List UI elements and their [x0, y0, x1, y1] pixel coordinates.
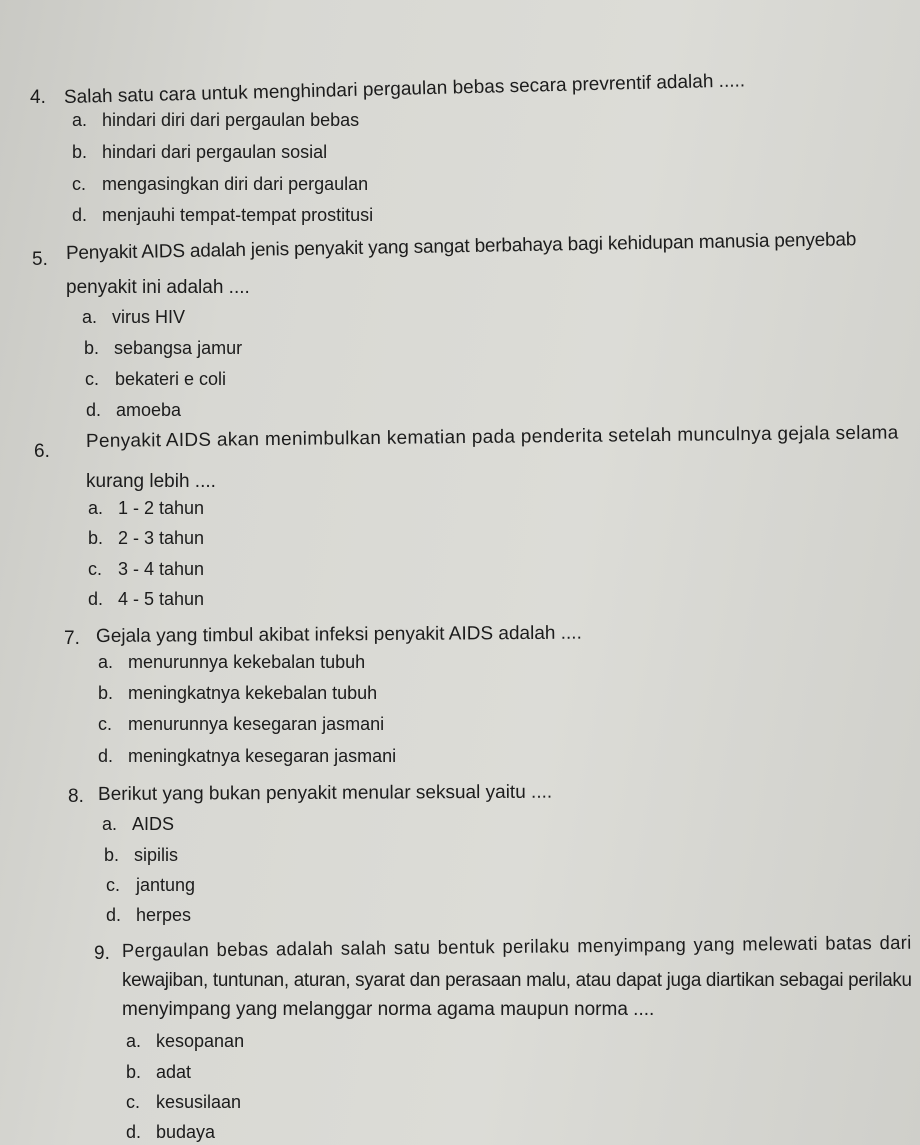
option-letter: d. [88, 589, 104, 609]
question-text: Berikut yang bukan penyakit menular seksual yaitu .... [97, 781, 553, 805]
option-letter: a. [102, 814, 118, 834]
option-text: meningkatnya kesegaran jasmani [128, 746, 397, 766]
question-number: 7. [64, 628, 80, 649]
option-text: meningkatnya kekebalan tubuh [128, 683, 378, 703]
option-b[interactable] [88, 526, 204, 550]
question-number: 5. [32, 249, 48, 270]
option-letter: c. [126, 1092, 141, 1112]
question-number: 4. [30, 87, 46, 108]
option-c[interactable] [126, 1090, 241, 1114]
option-d[interactable] [106, 903, 191, 927]
option-letter: a. [126, 1031, 142, 1051]
option-letter: c. [85, 369, 100, 389]
question-text-line-1: Penyakit AIDS adalah jenis penyakit yang sangat berbahaya bagi kehidupan manusia penyebab [65, 229, 857, 264]
question-text-line-1: Pergaulan bebas adalah salah satu bentuk perilaku menyimpang yang melewati batas dari [121, 932, 912, 962]
question-text-line-2: kewajiban, tuntunan, aturan, syarat dan perasaan malu, atau dapat juga diartikan sebagai perilaku [122, 970, 912, 991]
option-text: virus HIV [112, 307, 186, 327]
option-d[interactable] [88, 587, 204, 611]
question-number: 9. [94, 943, 110, 964]
option-text: AIDS [132, 814, 175, 834]
option-a[interactable] [88, 496, 204, 520]
option-text: adat [156, 1062, 192, 1082]
option-b[interactable] [84, 336, 242, 360]
option-text: hindari dari pergaulan sosial [102, 142, 328, 162]
option-a[interactable] [72, 108, 359, 132]
option-letter: d. [126, 1122, 142, 1142]
question-text: Gejala yang timbul akibat infeksi penyakit AIDS adalah .... [95, 622, 582, 647]
option-letter: b. [104, 845, 120, 865]
option-letter: d. [72, 205, 88, 225]
option-c[interactable] [85, 367, 226, 391]
question-text-line-2: penyakit ini adalah .... [66, 277, 250, 298]
option-letter: d. [98, 746, 114, 766]
option-letter: b. [126, 1062, 142, 1082]
option-letter: a. [98, 652, 114, 672]
option-text: kesusilaan [156, 1092, 242, 1112]
option-text: sipilis [134, 845, 179, 865]
option-letter: d. [86, 400, 102, 420]
option-d[interactable] [72, 203, 373, 227]
option-letter: c. [88, 559, 103, 579]
option-text: herpes [136, 905, 192, 925]
option-letter: c. [72, 174, 87, 194]
option-a[interactable] [98, 650, 365, 674]
option-b[interactable] [72, 140, 327, 164]
option-letter: d. [106, 905, 122, 925]
option-c[interactable] [88, 557, 204, 581]
option-text: amoeba [116, 400, 182, 420]
option-b[interactable] [98, 681, 377, 705]
question-text-line-3: menyimpang yang melanggar norma agama maupun norma .... [122, 999, 655, 1020]
question-text-line-2: kurang lebih .... [86, 471, 216, 492]
option-d[interactable] [86, 398, 181, 422]
option-c[interactable] [106, 873, 195, 897]
option-text: menurunnya kesegaran jasmani [128, 714, 385, 734]
option-letter: a. [82, 307, 98, 327]
option-text: 1 - 2 tahun [118, 498, 205, 518]
option-text: menjauhi tempat-tempat prostitusi [102, 205, 374, 225]
question-text: Salah satu cara untuk menghindari pergaulan bebas secara prevrentif adalah ..... [63, 70, 746, 108]
option-letter: a. [88, 498, 104, 518]
option-letter: b. [98, 683, 114, 703]
question-number: 6. [34, 441, 50, 462]
option-b[interactable] [126, 1060, 191, 1084]
option-letter: b. [72, 142, 88, 162]
option-d[interactable] [126, 1120, 215, 1144]
option-text: kesopanan [156, 1031, 245, 1051]
option-text: bekateri e coli [115, 369, 227, 389]
option-text: menurunnya kekebalan tubuh [128, 652, 366, 672]
option-text: 3 - 4 tahun [118, 559, 205, 579]
option-letter: b. [88, 528, 104, 548]
option-c[interactable] [72, 172, 368, 196]
option-text: mengasingkan diri dari pergaulan [102, 174, 369, 194]
option-c[interactable] [98, 712, 384, 736]
option-letter: b. [84, 338, 100, 358]
option-a[interactable] [126, 1029, 244, 1053]
option-text: 4 - 5 tahun [118, 589, 205, 609]
option-letter: c. [98, 714, 113, 734]
option-text: sebangsa jamur [114, 338, 243, 358]
question-text-line-1: Penyakit AIDS akan menimbulkan kematian pada penderita setelah munculnya gejala selama [85, 422, 899, 452]
option-text: budaya [156, 1122, 216, 1142]
option-a[interactable] [82, 305, 185, 329]
question-number: 8. [68, 786, 84, 807]
option-letter: a. [72, 110, 88, 130]
option-text: hindari diri dari pergaulan bebas [102, 110, 360, 130]
option-letter: c. [106, 875, 121, 895]
option-d[interactable] [98, 744, 396, 768]
option-text: 2 - 3 tahun [118, 528, 205, 548]
option-a[interactable] [102, 812, 174, 836]
option-text: jantung [136, 875, 196, 895]
option-b[interactable] [104, 843, 178, 867]
